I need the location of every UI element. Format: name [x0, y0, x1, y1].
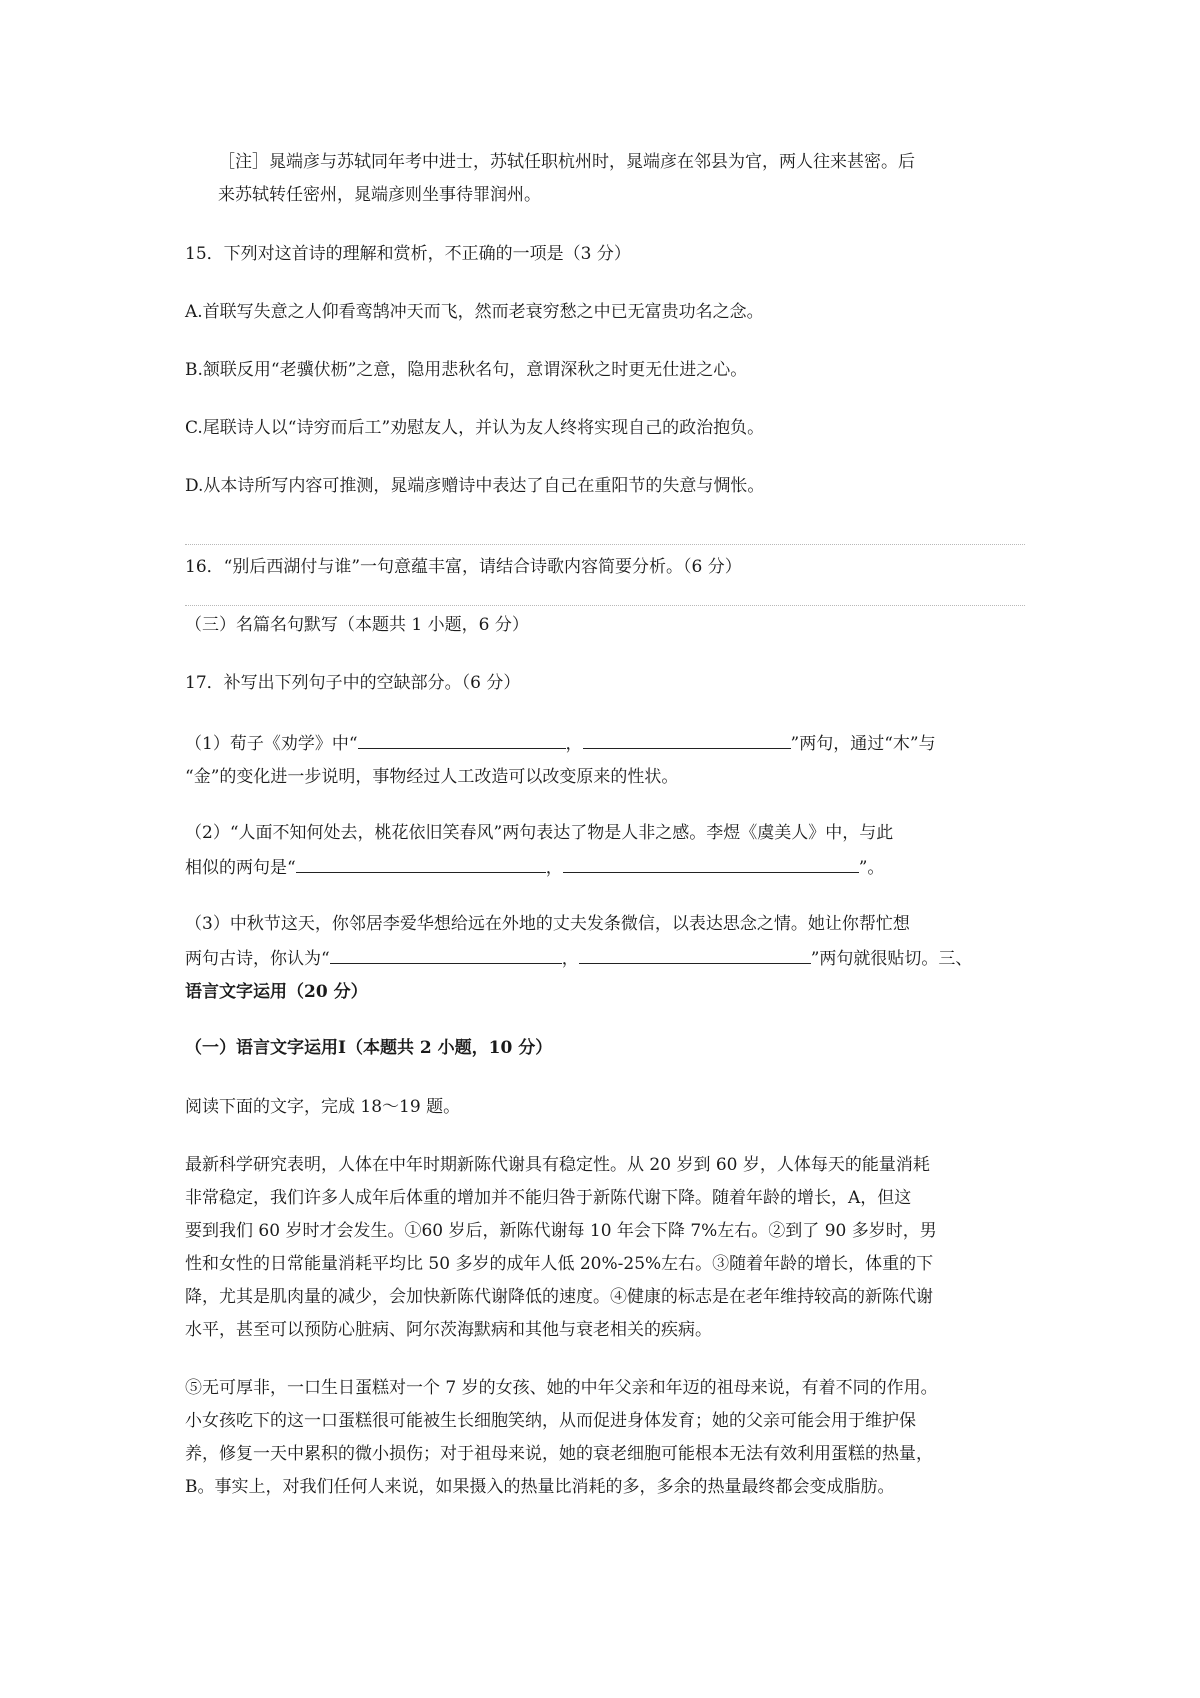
dotted-divider — [185, 544, 1025, 545]
question-17-part-1: （1）荀子《劝学》中“ ， ”两句，通过“木”与 “金”的变化进一步说明，事物经过人工改造可以改变原来的性状。 — [185, 726, 1025, 794]
question-17-stem: 17．补写出下列句子中的空缺部分。（6 分） — [185, 673, 521, 693]
question-15-stem: 15．下列对这首诗的理解和赏析，不正确的一项是（3 分） — [185, 244, 631, 264]
answer-blank[interactable] — [358, 726, 566, 749]
answer-blank[interactable] — [330, 941, 562, 964]
poem-note — [218, 146, 1028, 212]
question-15-option-d: D.从本诗所写内容可推测，晁端彦赠诗中表达了自己在重阳节的失意与惆怅。 — [185, 476, 765, 496]
answer-blank[interactable] — [563, 850, 859, 873]
passage-paragraph-1: 最新科学研究表明，人体在中年时期新陈代谢具有稳定性。从 20 岁到 60 岁，人体每天的能量消耗 非常稳定，我们许多人成年后体重的增加并不能归咎于新陈代谢下降。随着年龄的增长，A，但这 要到我们 60 岁时才会发生。①60 岁后，新陈代谢每 10 年会下降 7%左右。②到了 90 多岁时，男 性和女性的日常能量消耗平均比 50 多岁的成年人低 20%-25%左右。③随着年龄的增长，体重的下 降，尤其是肌肉量的减少，会加快新陈代谢降低的速度。④健康的标志是在老年维持较高的新陈代谢 水平，甚至可以预防心脏病、阿尔茨海默病和其他与衰老相关的疾病。 — [185, 1155, 937, 1340]
question-16: 16．“别后西湖付与谁”一句意蕴丰富，请结合诗歌内容简要分析。（6 分） — [185, 557, 742, 577]
note-line-1: ［注］晁端彦与苏轼同年考中进士，苏轼任职杭州时，晁端彦在邻县为官，两人往来甚密。后 — [218, 152, 915, 172]
question-15-option-c: C.尾联诗人以“诗穷而后工”劝慰友人，并认为友人终将实现自己的政治抱负。 — [185, 418, 765, 438]
answer-blank[interactable] — [583, 726, 791, 749]
section-heading-language: 语言文字运用（20 分） — [185, 982, 368, 1002]
answer-blank[interactable] — [579, 941, 811, 964]
question-17-part-3: （3）中秋节这天，你邻居李爱华想给远在外地的丈夫发条微信，以表达思念之情。她让你帮忙想 两句古诗，你认为“ ， ”两句就很贴切。三、 语言文字运用（20 分） — [185, 908, 1025, 1009]
reading-instruction: 阅读下面的文字，完成 18～19 题。 — [185, 1097, 461, 1117]
section-heading-recitation: （三）名篇名句默写（本题共 1 小题，6 分） — [185, 615, 529, 635]
passage-paragraph-2: ⑤无可厚非，一口生日蛋糕对一个 7 岁的女孩、她的中年父亲和年迈的祖母来说，有着不同的作用。 小女孩吃下的这一口蛋糕很可能被生长细胞笑纳，从而促进身体发育；她的父亲可能会用于维护保 养，修复一天中累积的微小损伤；对于祖母来说，她的衰老细胞可能根本无法有效利用蛋糕的热量， B。事实上，对我们任何人来说，如果摄入的热量比消耗的多，多余的热量最终都会变成脂肪。 — [185, 1378, 938, 1497]
question-15-option-a: A.首联写失意之人仰看鸾鹄冲天而飞，然而老衰穷愁之中已无富贵功名之念。 — [185, 302, 764, 322]
question-17-part-2: （2）“人面不知何处去，桃花依旧笑春风”两句表达了物是人非之感。李煜《虞美人》中，与此 相似的两句是“ ， ”。 — [185, 823, 894, 878]
question-15-option-b: B.颔联反用“老骥伏枥”之意，隐用悲秋名句，意谓深秋之时更无仕进之心。 — [185, 360, 748, 380]
answer-blank[interactable] — [296, 850, 546, 873]
note-line-2: 来苏轼转任密州，晁端彦则坐事待罪润州。 — [218, 185, 541, 205]
section-heading-language-i: （一）语言文字运用Ⅰ（本题共 2 小题，10 分） — [185, 1038, 553, 1058]
dotted-divider — [185, 605, 1025, 606]
